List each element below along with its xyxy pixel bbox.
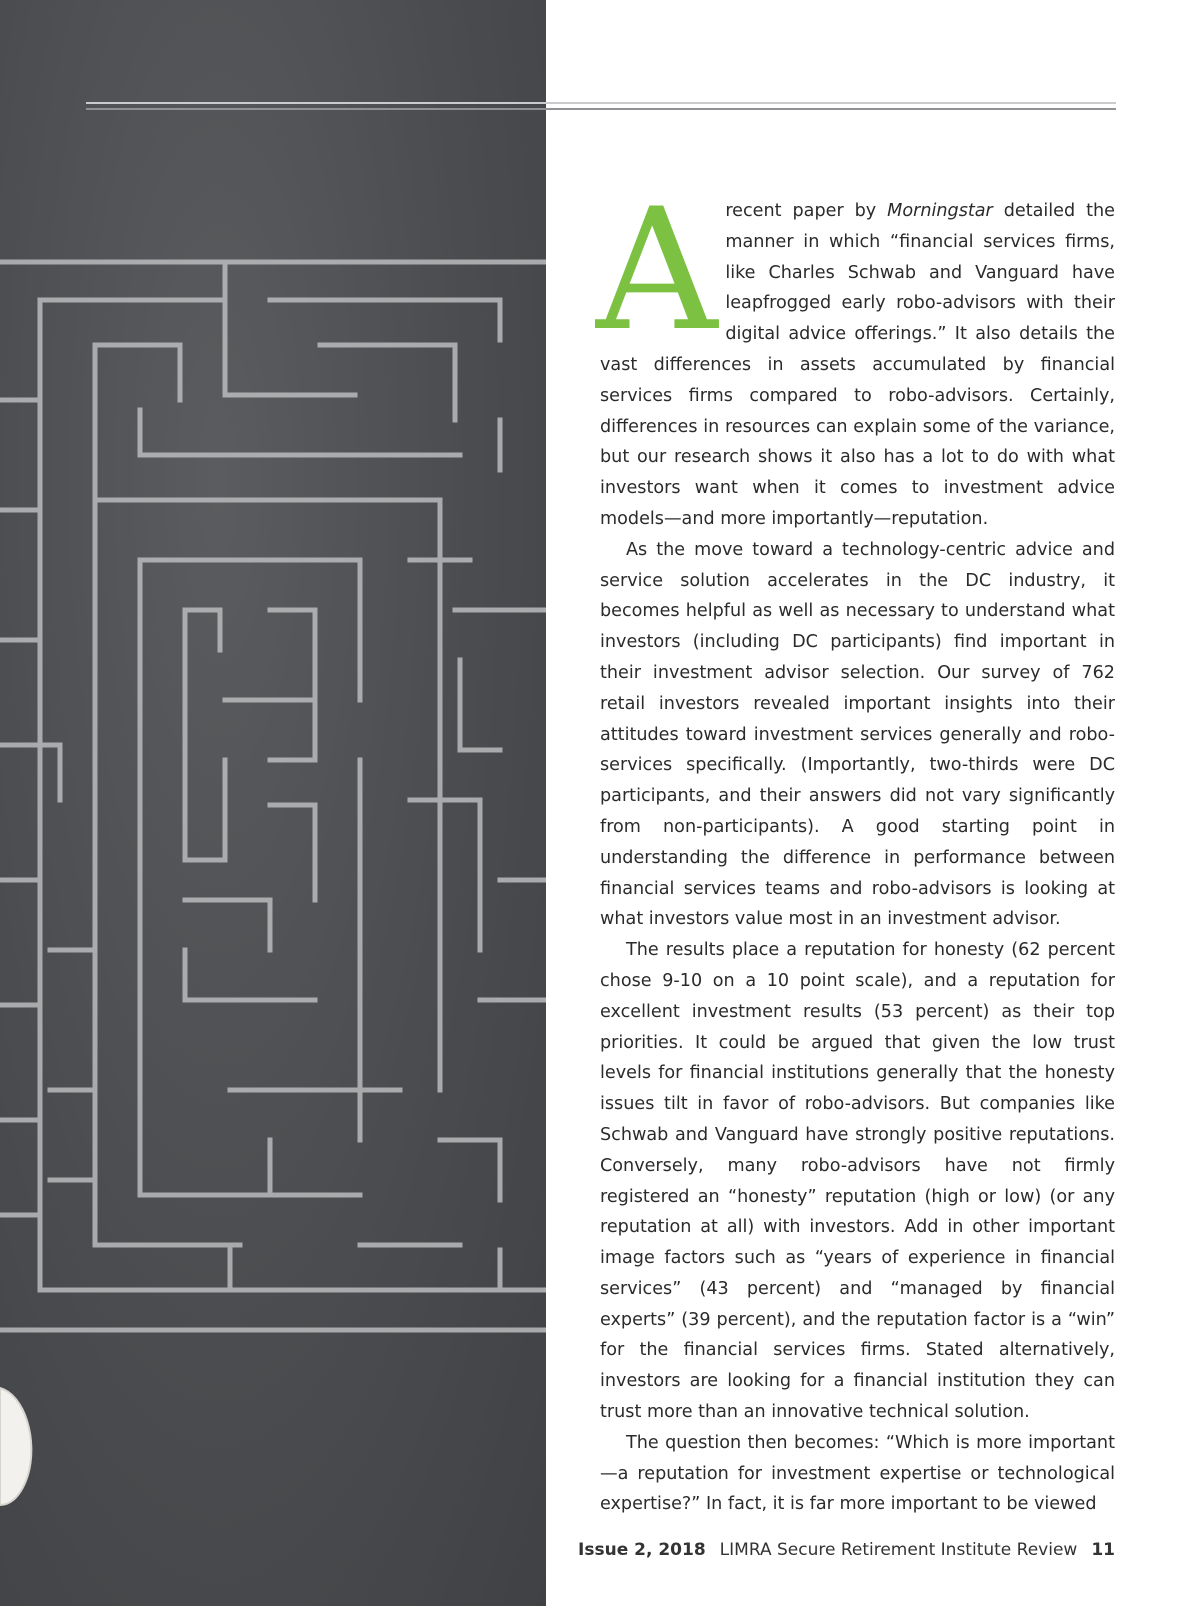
publication-name: Morningstar xyxy=(887,201,993,221)
page-number: 11 xyxy=(1091,1540,1115,1560)
paragraph-2: As the move toward a technology-centric advice and service solution accelerates in the DC industry, it becomes helpful as well as necessary to understand what investors (including DC participants) find important in their investment advisor selection. Our survey of 762 retail investors revealed important insights into their attitudes toward investment services generally and robo-services specifically. (Importantly, two-thirds were DC participants, and their answers did not vary significantly from non-participants). A good starting point in understanding the difference in performance between financial services teams and robo-advisors is looking at what investors value most in an investment advisor. xyxy=(600,539,1115,930)
issue-label: Issue 2, 2018 xyxy=(578,1540,706,1560)
chalkboard-maze-illustration xyxy=(0,0,546,1606)
paragraph-1 xyxy=(596,172,1115,535)
paragraph-1-lead: recent paper by xyxy=(725,201,888,221)
hand-illustration xyxy=(0,1388,31,1505)
paragraph-4: The question then becomes: “Which is more important—a reputation for investment expertise or technological expertise?” In fact, it is far more important to be viewed xyxy=(600,1432,1115,1515)
drop-cap: A xyxy=(596,172,718,368)
header-rules xyxy=(86,102,1116,112)
publication-title: LIMRA Secure Retirement Institute Review xyxy=(719,1540,1078,1560)
header-rule xyxy=(86,102,1116,104)
header-rule xyxy=(86,108,1116,110)
paragraph-3: The results place a reputation for honesty (62 percent chose 9-10 on a 10 point scale), and a reputation for excellent investment results (53 percent) as their top priorities. It could be argued that given the low trust levels for financial institutions generally that the honesty issues tilt in favor of robo-advisors. But companies like Schwab and Vanguard have strongly positive reputations. Conversely, many robo-advisors have not firmly registered an “honesty” reputation (high or low) (or any reputation at all) with investors. Add in other important image factors such as “years of experience in financial services” (43 percent) and “managed by financial experts” (39 percent), and the reputation factor is a “win” for the financial services firms. Stated alternatively, investors are looking for a financial institution they can trust more than an innovative technical solution. xyxy=(600,940,1115,1423)
maze-drawing xyxy=(0,0,546,1606)
article-body xyxy=(596,172,1115,1520)
paragraph-1-rest: detailed the manner in which “financial services firms, like Charles Schwab and Vanguard have leapfrogged early robo-advisors with their digital advice offerings.” It also details the vast differences in assets accumulated by financial services firms compared to robo-advisors. Certainly, differences in resources can explain some of the variance, but our research shows it also has a lot to do with what investors want when it comes to investment advice models—and more importantly—reputation. xyxy=(600,201,1115,529)
page-footer xyxy=(578,1540,1115,1560)
